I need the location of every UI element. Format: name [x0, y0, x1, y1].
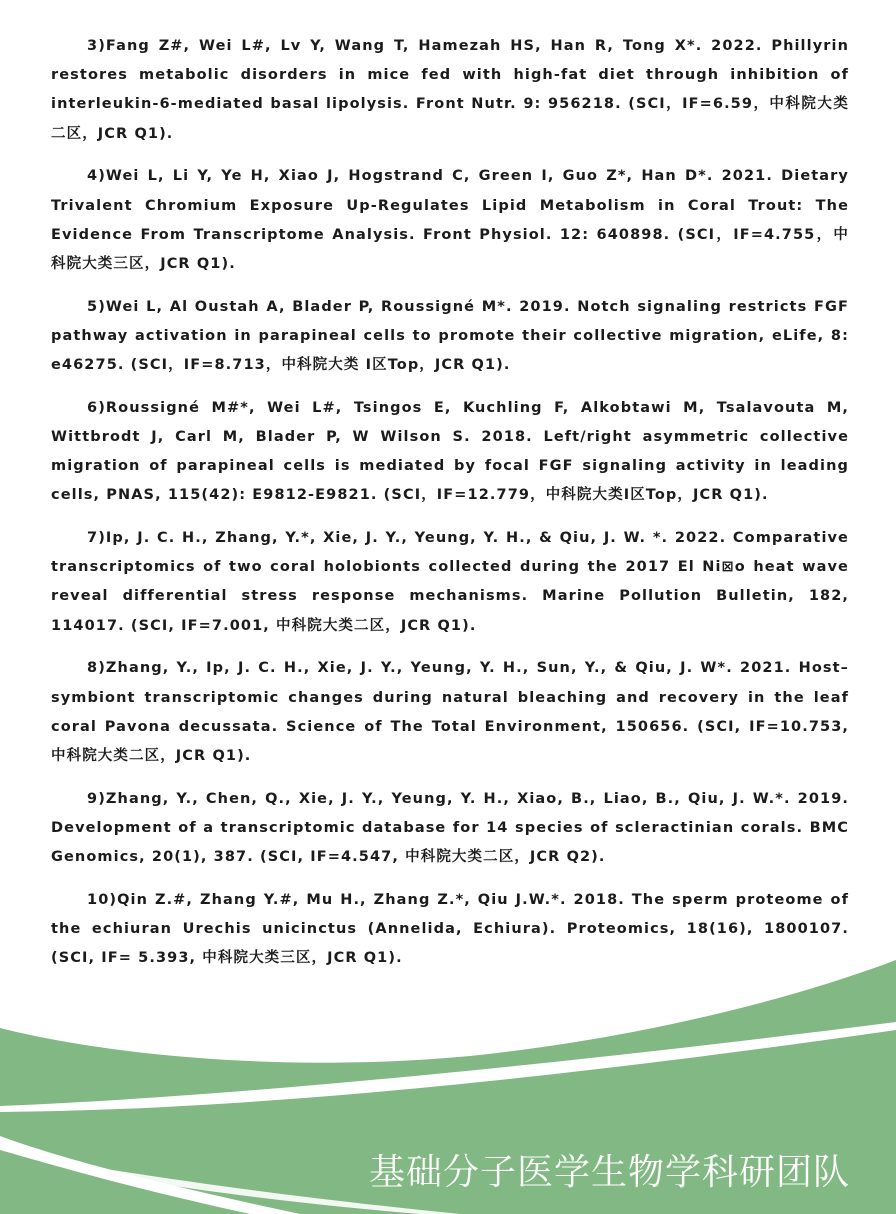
reference-list [51, 32, 849, 987]
reference-item: 10)Qin Z.#, Zhang Y.#, Mu H., Zhang Z.*, Qiu J.W.*. 2018. The sperm proteome of the echiuran Urechis unicinctus (Annelida, Echiura). Proteomics, 18(16), 1800107. (SCI, IF= 5.393, 中科院大类三区，JCR Q1). [51, 891, 849, 967]
reference-item: 5)Wei L, Al Oustah A, Blader P, Roussigné M*. 2019. Notch signaling restricts FGF pathway activation in parapineal cells to promote their collective migration, eLife, 8: e46275. (SCI，IF=8.713，中科院大类 I区Top，JCR Q1). [51, 298, 849, 374]
team-title: 基础分子医学生物学科研团队 [368, 1152, 850, 1193]
reference-item: 4)Wei L, Li Y, Ye H, Xiao J, Hogstrand C, Green I, Guo Z*, Han D*. 2021. Dietary Trivalent Chromium Exposure Up-Regulates Lipid Metabolism in Coral Trout: The Evidence From Transcriptome Analysis. Front Physiol. 12: 640898. (SCI，IF=4.755，中科院大类三区，JCR Q1). [51, 168, 849, 272]
reference-item: 8)Zhang, Y., Ip, J. C. H., Xie, J. Y., Yeung, Y. H., Sun, Y., & Qiu, J. W*. 2021. Host–symbiont transcriptomic changes during natural bleaching and recovery in the leaf coral Pavona decussata. Science of The Total Environment, 150656. (SCI, IF=10.753, 中科院大类二区，JCR Q1). [51, 660, 849, 764]
reference-item: 9)Zhang, Y., Chen, Q., Xie, J. Y., Yeung, Y. H., Xiao, B., Liao, B., Qiu, J. W.*. 2019. Development of a transcriptomic database for 14 species of scleractinian corals. BMC Genomics, 20(1), 387. (SCI, IF=4.547, 中科院大类二区，JCR Q2). [51, 790, 849, 866]
reference-item: 3)Fang Z#, Wei L#, Lv Y, Wang T, Hamezah HS, Han R, Tong X*. 2022. Phillyrin restores metabolic disorders in mice fed with high-fat diet through inhibition of interleukin-6-mediated basal lipolysis. Front Nutr. 9: 956218. (SCI，IF=6.59，中科院大类二区，JCR Q1). [51, 38, 849, 142]
reference-item: 6)Roussigné M#*, Wei L#, Tsingos E, Kuchling F, Alkobtawi M, Tsalavouta M, Wittbrodt J, Carl M, Blader P, W Wilson S. 2018. Left/right asymmetric collective migration of parapineal cells is mediated by focal FGF signaling activity in leading cells, PNAS, 115(42): E9812-E9821. (SCI，IF=12.779，中科院大类I区Top，JCR Q1). [51, 399, 849, 504]
reference-item: 7)Ip, J. C. H., Zhang, Y.*, Xie, J. Y., Yeung, Y. H., & Qiu, J. W. *. 2022. Comparative transcriptomics of two coral holobionts collected during the 2017 El Ni⊠o heat wave reveal differential stress response mechanisms. Marine Pollution Bulletin, 182, 114017. (SCI, IF=7.001, 中科院大类二区，JCR Q1). [51, 530, 849, 634]
